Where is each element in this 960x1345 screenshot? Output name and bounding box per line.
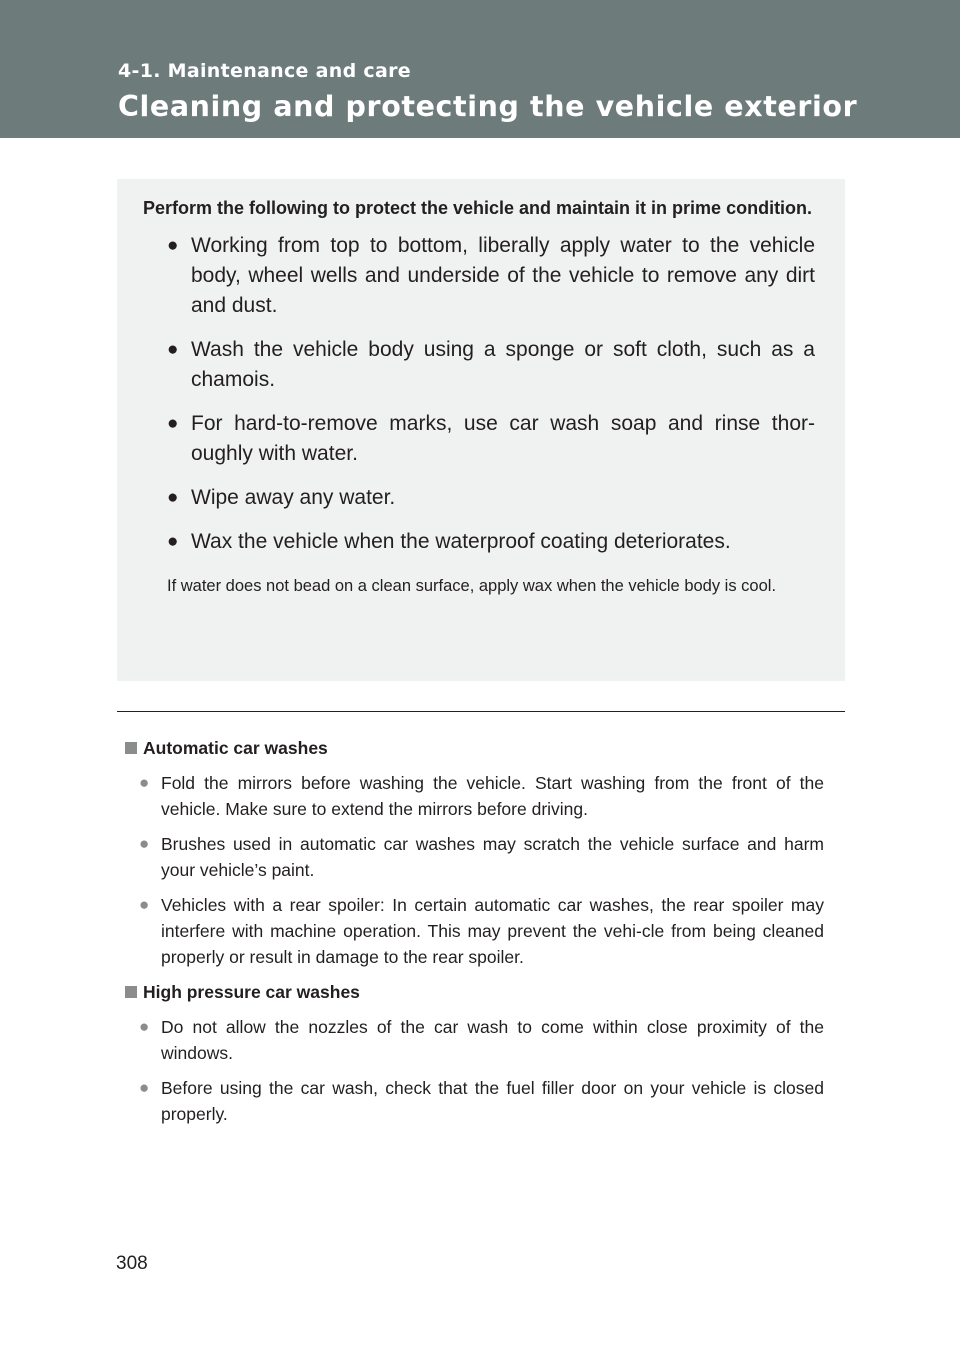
note-section-high-pressure: [124, 979, 824, 1127]
list-item: [124, 831, 824, 883]
section-divider: [117, 711, 845, 712]
bullet-icon: ●: [139, 895, 150, 914]
bullet-icon: ●: [167, 531, 179, 552]
square-bullet-icon: [125, 986, 137, 998]
list-item-text: Before using the car wash, check that the fuel filler door on your vehicle is closed properly.: [161, 1078, 824, 1124]
page-header: [0, 0, 960, 138]
list-item: [124, 1075, 824, 1127]
intro-box: [117, 179, 845, 681]
bullet-icon: ●: [139, 773, 150, 792]
bullet-icon: ●: [167, 487, 179, 508]
notes-section: [124, 735, 824, 1136]
list-item-text: Fold the mirrors before washing the vehicle. Start washing from the front of the vehicle. Make sure to extend the mirrors before driving.: [161, 773, 824, 819]
page-number: 308: [116, 1253, 148, 1274]
list-item: [143, 483, 815, 513]
list-item: [143, 527, 815, 557]
intro-steps-list: [143, 231, 815, 557]
note-list: [124, 770, 824, 970]
bullet-icon: ●: [139, 1078, 150, 1097]
note-heading: [124, 735, 824, 761]
list-item: [124, 892, 824, 970]
note-section-automatic: [124, 735, 824, 970]
list-item: [143, 409, 815, 469]
bullet-icon: ●: [139, 834, 150, 853]
list-item-text: Working from top to bottom, liberally apply water to the vehicle body, wheel wells and underside of the vehicle to remove any dirt and dust.: [191, 234, 815, 317]
note-heading-text: Automatic car washes: [143, 738, 328, 758]
note-list: [124, 1014, 824, 1127]
list-item-text: Wash the vehicle body using a sponge or soft cloth, such as a chamois.: [191, 338, 815, 391]
intro-text: Perform the following to protect the vehicle and maintain it in prime condition.: [143, 198, 813, 218]
section-label: 4-1. Maintenance and care: [118, 60, 411, 82]
wax-note: If water does not bead on a clean surface, apply wax when the vehicle body is cool.: [167, 577, 777, 595]
bullet-icon: ●: [167, 413, 179, 434]
bullet-icon: ●: [167, 235, 179, 256]
bullet-icon: ●: [139, 1017, 150, 1036]
note-heading: [124, 979, 824, 1005]
page-title: Cleaning and protecting the vehicle exterior: [118, 90, 858, 123]
list-item-text: For hard-to-remove marks, use car wash soap and rinse thor-oughly with water.: [191, 412, 815, 465]
list-item-text: Wax the vehicle when the waterproof coating deteriorates.: [191, 530, 731, 553]
square-bullet-icon: [125, 742, 137, 754]
list-item: [143, 335, 815, 395]
list-item-text: Do not allow the nozzles of the car wash to come within close proximity of the windows.: [161, 1017, 824, 1063]
list-item-text: Vehicles with a rear spoiler: In certain automatic car washes, the rear spoiler may interfere with machine operation. This may prevent the vehi-cle from being cleaned properly or result in damage to the rear spoiler.: [161, 895, 824, 967]
list-item: [124, 1014, 824, 1066]
list-item-text: Brushes used in automatic car washes may scratch the vehicle surface and harm your vehicle’s paint.: [161, 834, 824, 880]
bullet-icon: ●: [167, 339, 179, 360]
note-heading-text: High pressure car washes: [143, 982, 360, 1002]
list-item: [124, 770, 824, 822]
list-item-text: Wipe away any water.: [191, 486, 396, 509]
list-item: [143, 231, 815, 321]
